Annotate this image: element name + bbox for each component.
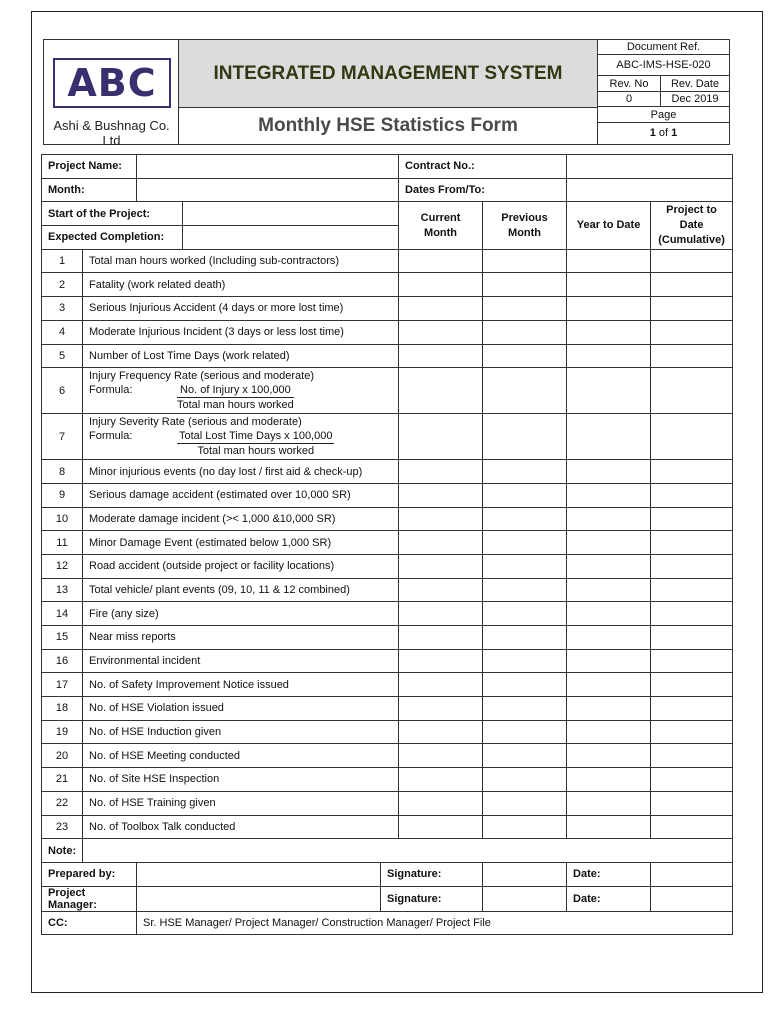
prepared-signature-field[interactable] — [483, 862, 567, 886]
item-number: 6 — [42, 368, 83, 414]
item-project-to-date-cell[interactable] — [651, 626, 733, 650]
item-project-to-date-cell[interactable] — [651, 483, 733, 507]
item-current-month-cell[interactable] — [399, 273, 483, 297]
item-number: 8 — [42, 460, 83, 484]
item-row — [42, 649, 733, 673]
item-description: Minor Damage Event (estimated below 1,000 SR) — [83, 531, 399, 555]
col-current-month: Current Month — [399, 202, 483, 249]
cc-row — [42, 911, 733, 935]
expected-field[interactable] — [183, 226, 399, 250]
item-current-month-cell[interactable] — [399, 368, 483, 414]
item-current-month-cell[interactable] — [399, 554, 483, 578]
item-project-to-date-cell[interactable] — [651, 249, 733, 273]
item-number: 4 — [42, 320, 83, 344]
item-description: Total man hours worked (Including sub-contractors) — [83, 249, 399, 273]
col-year-to-date: Year to Date — [567, 202, 651, 249]
item-previous-month-cell[interactable] — [483, 744, 567, 768]
item-project-to-date-cell[interactable] — [651, 554, 733, 578]
project-name-label: Project Name: — [42, 155, 137, 179]
item-year-to-date-cell[interactable] — [567, 414, 651, 460]
item-number: 5 — [42, 344, 83, 368]
item-description: Minor injurious events (no day lost / first aid & check-up) — [83, 460, 399, 484]
project-name-field[interactable] — [137, 155, 399, 179]
item-project-to-date-cell[interactable] — [651, 297, 733, 321]
form-title: Monthly HSE Statistics Form — [258, 115, 518, 136]
item-description: No. of HSE Induction given — [83, 720, 399, 744]
note-row — [42, 839, 733, 863]
formula-fraction — [177, 383, 294, 412]
dates-field[interactable] — [567, 178, 733, 202]
item-row — [42, 554, 733, 578]
item-year-to-date-cell[interactable] — [567, 554, 651, 578]
item-project-to-date-cell[interactable] — [651, 815, 733, 839]
item-number: 1 — [42, 249, 83, 273]
item-current-month-cell[interactable] — [399, 460, 483, 484]
item-current-month-cell[interactable] — [399, 297, 483, 321]
item-description: Number of Lost Time Days (work related) — [83, 344, 399, 368]
item-description: No. of Safety Improvement Notice issued — [83, 673, 399, 697]
item-project-to-date-cell[interactable] — [651, 531, 733, 555]
doc-ref-value: ABC-IMS-HSE-020 — [598, 55, 729, 76]
item-previous-month-cell[interactable] — [483, 460, 567, 484]
rev-date-label: Rev. Date — [670, 77, 720, 90]
item-description: Environmental incident — [83, 649, 399, 673]
item-row — [42, 815, 733, 839]
item-project-to-date-cell[interactable] — [651, 460, 733, 484]
item-year-to-date-cell[interactable] — [567, 249, 651, 273]
item-row — [42, 460, 733, 484]
item-year-to-date-cell[interactable] — [567, 649, 651, 673]
item-current-month-cell[interactable] — [399, 320, 483, 344]
item-previous-month-cell[interactable] — [483, 483, 567, 507]
rev-labels — [598, 76, 729, 92]
title-cell — [179, 40, 597, 108]
item-previous-month-cell[interactable] — [483, 578, 567, 602]
item-current-month-cell[interactable] — [399, 249, 483, 273]
item-project-to-date-cell[interactable] — [651, 320, 733, 344]
item-number: 2 — [42, 273, 83, 297]
document-header — [43, 39, 730, 148]
dates-label: Dates From/To: — [399, 178, 567, 202]
item-year-to-date-cell[interactable] — [567, 368, 651, 414]
formula-label: Formula: — [89, 430, 133, 443]
item-project-to-date-cell[interactable] — [651, 720, 733, 744]
item-previous-month-cell[interactable] — [483, 297, 567, 321]
item-number: 20 — [42, 744, 83, 768]
item-description: Road accident (outside project or facility locations) — [83, 554, 399, 578]
item-number: 16 — [42, 649, 83, 673]
item-number: 11 — [42, 531, 83, 555]
item-previous-month-cell[interactable] — [483, 273, 567, 297]
prepared-signature-label: Signature: — [381, 862, 483, 886]
formula — [89, 383, 392, 412]
item-label: Injury Severity Rate (serious and moderate) — [89, 416, 302, 429]
doc-ref-label: Document Ref. — [598, 40, 729, 55]
item-project-to-date-cell[interactable] — [651, 791, 733, 815]
item-current-month-cell[interactable] — [399, 602, 483, 626]
item-number: 14 — [42, 602, 83, 626]
item-number: 23 — [42, 815, 83, 839]
page-of: of — [658, 127, 669, 139]
item-previous-month-cell[interactable] — [483, 414, 567, 460]
item-current-month-cell[interactable] — [399, 344, 483, 368]
subtitle-cell — [179, 108, 597, 144]
item-number: 7 — [42, 414, 83, 460]
company-name: Ashi & Bushnag Co. Ltd — [53, 118, 170, 148]
page-total: 1 — [671, 127, 678, 139]
item-project-to-date-cell[interactable] — [651, 368, 733, 414]
item-current-month-cell[interactable] — [399, 815, 483, 839]
items-body — [42, 249, 733, 838]
hse-statistics-table — [41, 154, 733, 935]
item-description: No. of HSE Violation issued — [83, 697, 399, 721]
item-project-to-date-cell[interactable] — [651, 414, 733, 460]
project-name-row — [42, 155, 733, 179]
item-current-month-cell[interactable] — [399, 414, 483, 460]
item-description: Fatality (work related death) — [83, 273, 399, 297]
project-manager-row — [42, 886, 733, 911]
pm-signature-label: Signature: — [381, 886, 483, 911]
item-current-month-cell[interactable] — [399, 626, 483, 650]
item-description — [83, 368, 399, 414]
item-number: 13 — [42, 578, 83, 602]
formula-fraction — [177, 429, 334, 458]
item-year-to-date-cell[interactable] — [567, 744, 651, 768]
item-row — [42, 531, 733, 555]
item-current-month-cell[interactable] — [399, 649, 483, 673]
item-previous-month-cell[interactable] — [483, 768, 567, 792]
item-year-to-date-cell[interactable] — [567, 697, 651, 721]
item-description: Moderate Injurious Incident (3 days or less lost time) — [83, 320, 399, 344]
item-current-month-cell[interactable] — [399, 673, 483, 697]
item-description: No. of HSE Meeting conducted — [83, 744, 399, 768]
item-row — [42, 720, 733, 744]
item-year-to-date-cell[interactable] — [567, 768, 651, 792]
item-project-to-date-cell[interactable] — [651, 673, 733, 697]
item-row — [42, 249, 733, 273]
item-year-to-date-cell[interactable] — [567, 507, 651, 531]
item-label: Injury Frequency Rate (serious and moderate) — [89, 370, 314, 383]
item-previous-month-cell[interactable] — [483, 602, 567, 626]
item-year-to-date-cell[interactable] — [567, 320, 651, 344]
pm-date-label: Date: — [567, 886, 651, 911]
item-row — [42, 697, 733, 721]
item-year-to-date-cell[interactable] — [567, 673, 651, 697]
item-previous-month-cell[interactable] — [483, 697, 567, 721]
item-number: 3 — [42, 297, 83, 321]
item-previous-month-cell[interactable] — [483, 249, 567, 273]
item-year-to-date-cell[interactable] — [567, 791, 651, 815]
item-previous-month-cell[interactable] — [483, 720, 567, 744]
item-year-to-date-cell[interactable] — [567, 460, 651, 484]
col-project-to-date: Project to Date (Cumulative) — [651, 202, 733, 249]
item-year-to-date-cell[interactable] — [567, 483, 651, 507]
item-current-month-cell[interactable] — [399, 791, 483, 815]
item-row — [42, 673, 733, 697]
item-previous-month-cell[interactable] — [483, 791, 567, 815]
item-row — [42, 602, 733, 626]
expected-label: Expected Completion: — [42, 226, 183, 250]
note-field[interactable] — [83, 839, 733, 863]
item-current-month-cell[interactable] — [399, 744, 483, 768]
item-number: 22 — [42, 791, 83, 815]
item-year-to-date-cell[interactable] — [567, 297, 651, 321]
item-description: Near miss reports — [83, 626, 399, 650]
item-row — [42, 507, 733, 531]
pm-signature-field[interactable] — [483, 886, 567, 911]
month-row — [42, 178, 733, 202]
item-project-to-date-cell[interactable] — [651, 697, 733, 721]
rev-no-value: 0 — [598, 92, 661, 106]
item-number: 15 — [42, 626, 83, 650]
item-previous-month-cell[interactable] — [483, 531, 567, 555]
item-row — [42, 297, 733, 321]
item-current-month-cell[interactable] — [399, 720, 483, 744]
item-year-to-date-cell[interactable] — [567, 578, 651, 602]
item-previous-month-cell[interactable] — [483, 344, 567, 368]
item-year-to-date-cell[interactable] — [567, 602, 651, 626]
page-current: 1 — [649, 127, 656, 139]
item-row — [42, 320, 733, 344]
item-previous-month-cell[interactable] — [483, 815, 567, 839]
item-description: Moderate damage incident (>< 1,000 &10,000 SR) — [83, 507, 399, 531]
item-description — [83, 414, 399, 460]
month-label: Month: — [42, 178, 137, 202]
start-label: Start of the Project: — [42, 202, 183, 226]
item-row — [42, 744, 733, 768]
rev-date-value: Dec 2019 — [671, 93, 719, 105]
item-current-month-cell[interactable] — [399, 578, 483, 602]
item-row — [42, 768, 733, 792]
col-previous-month: Previous Month — [483, 202, 567, 249]
start-field[interactable] — [183, 202, 399, 226]
note-label: Note: — [42, 839, 83, 863]
item-number: 17 — [42, 673, 83, 697]
item-project-to-date-cell[interactable] — [651, 768, 733, 792]
page-number — [598, 123, 729, 144]
item-previous-month-cell[interactable] — [483, 673, 567, 697]
item-previous-month-cell[interactable] — [483, 320, 567, 344]
formula-label: Formula: — [89, 384, 133, 397]
item-row — [42, 273, 733, 297]
item-previous-month-cell[interactable] — [483, 554, 567, 578]
item-project-to-date-cell[interactable] — [651, 602, 733, 626]
company-logo — [53, 58, 171, 108]
item-row — [42, 578, 733, 602]
cc-label: CC: — [42, 911, 137, 935]
contract-no-field[interactable] — [567, 155, 733, 179]
item-project-to-date-cell[interactable] — [651, 507, 733, 531]
formula-numerator: Total Lost Time Days x 100,000 — [179, 430, 333, 443]
item-year-to-date-cell[interactable] — [567, 273, 651, 297]
item-current-month-cell[interactable] — [399, 768, 483, 792]
item-current-month-cell[interactable] — [399, 507, 483, 531]
formula — [89, 429, 392, 458]
item-description: No. of Site HSE Inspection — [83, 768, 399, 792]
page-label: Page — [598, 107, 729, 123]
item-year-to-date-cell[interactable] — [567, 815, 651, 839]
item-previous-month-cell[interactable] — [483, 649, 567, 673]
formula-denominator: Total man hours worked — [177, 399, 294, 412]
item-current-month-cell[interactable] — [399, 483, 483, 507]
item-project-to-date-cell[interactable] — [651, 649, 733, 673]
item-description: Total vehicle/ plant events (09, 10, 11 & 12 combined) — [83, 578, 399, 602]
item-description: No. of HSE Training given — [83, 791, 399, 815]
item-project-to-date-cell[interactable] — [651, 344, 733, 368]
prepared-label: Prepared by: — [42, 862, 137, 886]
logo-cell — [44, 40, 179, 148]
item-year-to-date-cell[interactable] — [567, 626, 651, 650]
cc-value: Sr. HSE Manager/ Project Manager/ Construction Manager/ Project File — [137, 911, 733, 935]
item-number: 18 — [42, 697, 83, 721]
item-current-month-cell[interactable] — [399, 697, 483, 721]
item-project-to-date-cell[interactable] — [651, 273, 733, 297]
item-description: No. of Toolbox Talk conducted — [83, 815, 399, 839]
item-project-to-date-cell[interactable] — [651, 744, 733, 768]
rev-no-label: Rev. No — [598, 76, 661, 91]
logo-text: ABC — [67, 61, 157, 105]
item-description: Serious damage accident (estimated over 10,000 SR) — [83, 483, 399, 507]
pm-field[interactable] — [137, 886, 381, 911]
item-number: 9 — [42, 483, 83, 507]
start-row — [42, 202, 733, 226]
item-description: Fire (any size) — [83, 602, 399, 626]
item-year-to-date-cell[interactable] — [567, 531, 651, 555]
item-row — [42, 368, 733, 414]
prepared-date-field[interactable] — [651, 862, 733, 886]
item-project-to-date-cell[interactable] — [651, 578, 733, 602]
item-description: Serious Injurious Accident (4 days or more lost time) — [83, 297, 399, 321]
item-row — [42, 791, 733, 815]
item-row — [42, 414, 733, 460]
item-previous-month-cell[interactable] — [483, 368, 567, 414]
item-row — [42, 483, 733, 507]
document-ref-block — [597, 40, 729, 144]
pm-label: Project Manager: — [42, 886, 137, 911]
item-number: 19 — [42, 720, 83, 744]
item-current-month-cell[interactable] — [399, 531, 483, 555]
item-previous-month-cell[interactable] — [483, 626, 567, 650]
prepared-field[interactable] — [137, 862, 381, 886]
item-previous-month-cell[interactable] — [483, 507, 567, 531]
item-row — [42, 344, 733, 368]
item-year-to-date-cell[interactable] — [567, 344, 651, 368]
month-field[interactable] — [137, 178, 399, 202]
prepared-date-label: Date: — [567, 862, 651, 886]
rev-values — [598, 92, 729, 107]
item-row — [42, 626, 733, 650]
item-number: 12 — [42, 554, 83, 578]
formula-denominator: Total man hours worked — [197, 445, 315, 458]
formula-numerator: No. of Injury x 100,000 — [177, 383, 294, 398]
pm-date-field[interactable] — [651, 886, 733, 911]
item-year-to-date-cell[interactable] — [567, 720, 651, 744]
item-number: 21 — [42, 768, 83, 792]
prepared-row — [42, 862, 733, 886]
contract-no-label: Contract No.: — [399, 155, 567, 179]
item-number: 10 — [42, 507, 83, 531]
document-title: INTEGRATED MANAGEMENT SYSTEM — [213, 62, 563, 84]
